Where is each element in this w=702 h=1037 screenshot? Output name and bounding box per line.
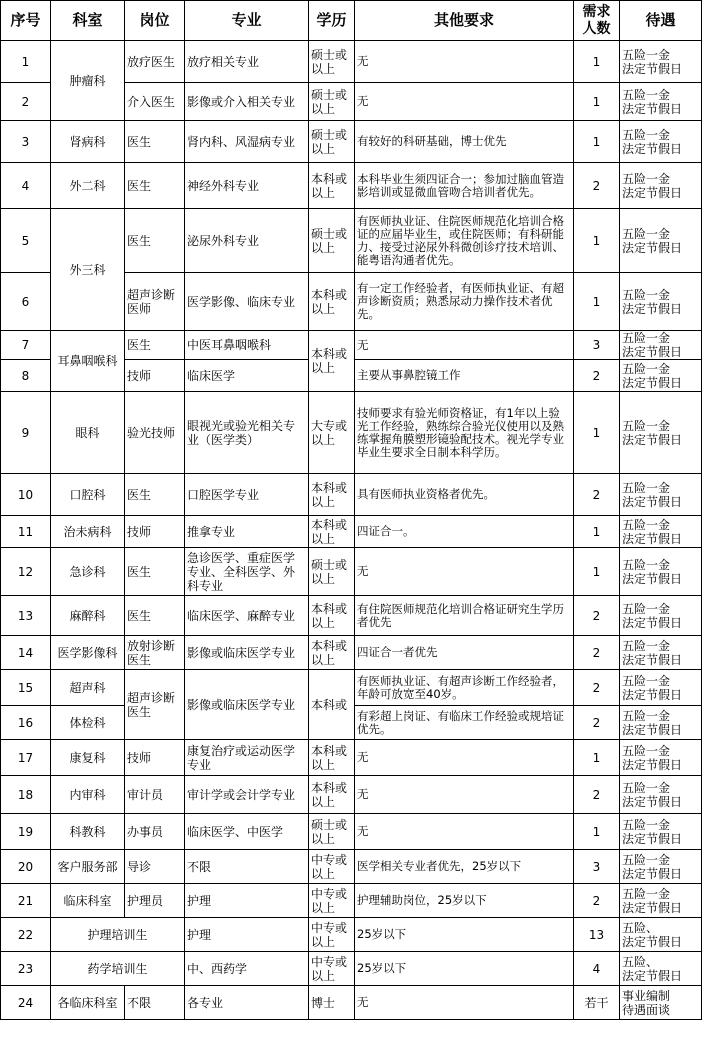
row-department: 体检科 [51,706,125,740]
row-education: 本科或以上 [309,776,355,814]
row-department: 肿瘤科 [51,41,125,121]
benefit-line-1: 五险一金 [622,886,671,901]
row-count: 2 [574,776,620,814]
table-row [1,740,702,776]
table-row [1,918,702,952]
table-row [1,474,702,516]
table-row [1,986,702,1020]
row-major: 肾内科、风湿病专业 [185,121,309,163]
benefit-line-1: 事业编制 [622,988,671,1003]
row-requirements: 有彩超上岗证、有临床工作经验或规培证优先。 [355,706,574,740]
header-count-line2: 人数 [582,20,611,37]
row-requirements: 主要从事鼻腔镜工作 [355,360,574,392]
row-post: 技师 [125,516,185,548]
table-row [1,516,702,548]
benefit-line-1: 五险一金 [622,171,671,186]
row-requirements: 无 [355,740,574,776]
row-education: 大专或以上 [309,392,355,474]
row-education: 本科或以上 [309,331,355,392]
benefit-line-2: 法定节假日 [622,934,683,949]
row-post: 医生 [125,596,185,636]
row-department: 医学影像科 [51,636,125,670]
row-education: 本科或 [309,670,355,740]
row-benefits [620,850,702,884]
row-benefits [620,163,702,209]
header-row [1,1,702,41]
row-education: 本科或以上 [309,273,355,331]
row-count: 1 [574,209,620,273]
header-benefit: 待遇 [620,1,702,41]
row-major: 泌尿外科专业 [185,209,309,273]
row-post: 医生 [125,548,185,596]
row-no: 9 [1,392,51,474]
row-benefits [620,474,702,516]
row-count: 1 [574,121,620,163]
row-requirements: 无 [355,814,574,850]
row-department: 内审科 [51,776,125,814]
row-requirements: 无 [355,548,574,596]
row-benefits [620,814,702,850]
row-requirements: 无 [355,41,574,83]
row-no: 20 [1,850,51,884]
row-no: 4 [1,163,51,209]
benefit-line-1: 五险一金 [622,708,671,723]
row-no: 5 [1,209,51,273]
row-post: 医生 [125,209,185,273]
table-row [1,121,702,163]
benefit-line-2: 待遇面谈 [622,1002,671,1017]
row-post: 护理员 [125,884,185,918]
row-requirements: 25岁以下 [355,952,574,986]
row-major: 不限 [185,850,309,884]
benefit-line-2: 法定节假日 [622,722,683,737]
row-count: 2 [574,884,620,918]
row-count: 2 [574,636,620,670]
row-major: 护理 [185,918,309,952]
row-no: 7 [1,331,51,360]
row-requirements: 有住院医师规范化培训合格证研究生学历者优先 [355,596,574,636]
row-education: 博士 [309,986,355,1020]
row-no: 21 [1,884,51,918]
row-post: 医生 [125,121,185,163]
row-no: 1 [1,41,51,83]
row-major: 急诊医学、重症医学专业、全科医学、外科专业 [185,548,309,596]
benefit-line-1: 五险一金 [622,743,671,758]
row-education: 本科或以上 [309,474,355,516]
row-no: 24 [1,986,51,1020]
table-row [1,209,702,273]
row-education: 中专或以上 [309,850,355,884]
row-no: 8 [1,360,51,392]
row-benefits [620,776,702,814]
row-major: 中医耳鼻咽喉科 [185,331,309,360]
row-requirements: 有较好的科研基础，博士优先 [355,121,574,163]
benefit-line-1: 五险一金 [622,638,671,653]
row-requirements: 技师要求有验光师资格证，有1年以上验光工作经验，熟练综合验光仪使用以及熟练掌握角膜塑形镜验配技术。视光学专业毕业生要求全日制本科学历。 [355,392,574,474]
row-major: 临床医学 [185,360,309,392]
row-major: 神经外科专业 [185,163,309,209]
row-post: 技师 [125,740,185,776]
row-post: 不限 [125,986,185,1020]
row-post: 医生 [125,331,185,360]
header-dept: 科室 [51,1,125,41]
row-department: 治未病科 [51,516,125,548]
row-requirements: 四证合一。 [355,516,574,548]
row-count: 2 [574,163,620,209]
row-benefits [620,516,702,548]
header-edu: 学历 [309,1,355,41]
row-count: 1 [574,740,620,776]
row-no: 14 [1,636,51,670]
row-post: 办事员 [125,814,185,850]
row-no: 2 [1,83,51,121]
row-major: 中、西药学 [185,952,309,986]
row-benefits [620,706,702,740]
table-row [1,331,702,360]
row-no: 19 [1,814,51,850]
row-count: 2 [574,474,620,516]
table-row [1,776,702,814]
header-count-line1: 需求 [582,3,611,20]
row-no: 18 [1,776,51,814]
table-row [1,548,702,596]
benefit-line-1: 五险一金 [622,517,671,532]
row-benefits [620,740,702,776]
benefit-line-2: 法定节假日 [622,687,683,702]
header-count [574,1,620,41]
row-department: 药学培训生 [51,952,185,986]
row-post: 验光技师 [125,392,185,474]
row-education: 中专或以上 [309,884,355,918]
row-no: 11 [1,516,51,548]
row-department: 康复科 [51,740,125,776]
row-major: 审计学或会计学专业 [185,776,309,814]
row-department: 外三科 [51,209,125,331]
row-count: 1 [574,41,620,83]
row-education: 本科或以上 [309,596,355,636]
header-req: 其他要求 [355,1,574,41]
row-benefits [620,360,702,392]
row-major: 影像或临床医学专业 [185,670,309,740]
benefit-line-2: 法定节假日 [622,900,683,915]
row-count: 1 [574,392,620,474]
row-no: 12 [1,548,51,596]
row-education: 硕士或以上 [309,209,355,273]
row-benefits [620,670,702,706]
row-education: 硕士或以上 [309,83,355,121]
row-major: 康复治疗或运动医学专业 [185,740,309,776]
row-education: 中专或以上 [309,952,355,986]
table-row [1,884,702,918]
row-major: 护理 [185,884,309,918]
row-benefits [620,121,702,163]
row-department: 客户服务部 [51,850,125,884]
row-count: 2 [574,706,620,740]
row-major: 口腔医学专业 [185,474,309,516]
row-post: 医生 [125,163,185,209]
row-count: 3 [574,850,620,884]
row-requirements: 无 [355,83,574,121]
row-major: 各专业 [185,986,309,1020]
row-no: 6 [1,273,51,331]
benefit-line-1: 五险一金 [622,87,671,102]
row-department: 临床科室 [51,884,125,918]
table-row [1,814,702,850]
row-post: 导诊 [125,850,185,884]
table-row [1,952,702,986]
row-major: 眼视光或验光相关专业（医学类） [185,392,309,474]
row-major: 影像或介入相关专业 [185,83,309,121]
row-requirements: 25岁以下 [355,918,574,952]
row-major: 医学影像、临床专业 [185,273,309,331]
table-row [1,163,702,209]
row-department: 各临床科室 [51,986,125,1020]
benefit-line-2: 法定节假日 [622,757,683,772]
row-count: 1 [574,273,620,331]
benefit-line-2: 法定节假日 [622,301,683,316]
row-major: 放疗相关专业 [185,41,309,83]
benefit-line-2: 法定节假日 [622,432,683,447]
row-department: 麻醉科 [51,596,125,636]
row-education: 本科或以上 [309,740,355,776]
row-education: 硕士或以上 [309,548,355,596]
row-benefits [620,273,702,331]
row-department: 科教科 [51,814,125,850]
benefit-line-1: 五险一金 [622,418,671,433]
row-post: 技师 [125,360,185,392]
row-count: 2 [574,360,620,392]
row-benefits [620,41,702,83]
row-requirements: 有一定工作经验者，有医师执业证、有超声诊断资质；熟悉尿动力操作技术者优先。 [355,273,574,331]
benefit-line-1: 五险一金 [622,673,671,688]
benefit-line-1: 五险一金 [622,287,671,302]
row-count: 若干 [574,986,620,1020]
row-no: 22 [1,918,51,952]
header-no: 序号 [1,1,51,41]
row-no: 16 [1,706,51,740]
row-post: 放疗医生 [125,41,185,83]
row-count: 1 [574,814,620,850]
row-major: 临床医学、麻醉专业 [185,596,309,636]
row-post: 介入医生 [125,83,185,121]
benefit-line-2: 法定节假日 [622,615,683,630]
row-department: 急诊科 [51,548,125,596]
row-count: 2 [574,596,620,636]
row-post: 审计员 [125,776,185,814]
benefit-line-1: 五险、 [622,920,659,935]
row-no: 10 [1,474,51,516]
benefit-line-2: 法定节假日 [622,101,683,116]
benefit-line-2: 法定节假日 [622,968,683,983]
benefit-line-1: 五险一金 [622,226,671,241]
benefit-line-1: 五险一金 [622,127,671,142]
table-row [1,636,702,670]
table-row [1,392,702,474]
row-requirements: 有医师执业证、有超声诊断工作经验者，年龄可放宽至40岁。 [355,670,574,706]
row-requirements: 四证合一者优先 [355,636,574,670]
row-benefits [620,548,702,596]
benefit-line-1: 五险一金 [622,331,671,345]
benefit-line-1: 五险一金 [622,47,671,62]
benefit-line-2: 法定节假日 [622,494,683,509]
table-row [1,596,702,636]
benefit-line-2: 法定节假日 [622,185,683,200]
row-count: 1 [574,548,620,596]
row-department: 肾病科 [51,121,125,163]
row-education: 硕士或以上 [309,41,355,83]
benefit-line-1: 五险一金 [622,817,671,832]
benefit-line-1: 五险一金 [622,780,671,795]
row-benefits [620,596,702,636]
row-post: 放射诊断医生 [125,636,185,670]
row-department: 耳鼻咽喉科 [51,331,125,392]
table-row [1,850,702,884]
row-post: 超声诊断医生 [125,670,185,740]
row-requirements: 医学相关专业者优先，25岁以下 [355,850,574,884]
row-post: 医生 [125,474,185,516]
benefit-line-2: 法定节假日 [622,375,683,390]
row-education: 硕士或以上 [309,814,355,850]
row-department: 外二科 [51,163,125,209]
benefit-line-1: 五险一金 [622,557,671,572]
row-department: 口腔科 [51,474,125,516]
row-benefits [620,636,702,670]
benefit-line-2: 法定节假日 [622,571,683,586]
row-no: 3 [1,121,51,163]
table-row [1,41,702,83]
row-education: 本科或以上 [309,636,355,670]
row-education: 硕士或以上 [309,121,355,163]
row-major: 影像或临床医学专业 [185,636,309,670]
row-department: 护理培训生 [51,918,185,952]
row-count: 1 [574,83,620,121]
table-row [1,670,702,706]
row-requirements: 护理辅助岗位，25岁以下 [355,884,574,918]
row-department: 眼科 [51,392,125,474]
row-count: 3 [574,331,620,360]
benefit-line-2: 法定节假日 [622,831,683,846]
benefit-line-2: 法定节假日 [622,652,683,667]
row-department: 超声科 [51,670,125,706]
row-no: 23 [1,952,51,986]
row-count: 13 [574,918,620,952]
benefit-line-1: 五险一金 [622,361,671,376]
row-education: 本科或以上 [309,163,355,209]
row-requirements: 有医师执业证、住院医师规范化培训合格证的应届毕业生，或住院医师；有科研能力、接受过泌尿外科微创诊疗技术培训、能粤语沟通者优先。 [355,209,574,273]
header-post: 岗位 [125,1,185,41]
row-post: 超声诊断医师 [125,273,185,331]
benefit-line-1: 五险一金 [622,601,671,616]
row-benefits [620,918,702,952]
row-education: 中专或以上 [309,918,355,952]
row-benefits [620,884,702,918]
row-requirements: 无 [355,331,574,360]
benefit-line-2: 法定节假日 [622,240,683,255]
row-benefits [620,209,702,273]
row-no: 17 [1,740,51,776]
row-requirements: 具有医师执业资格者优先。 [355,474,574,516]
row-count: 4 [574,952,620,986]
row-major: 推拿专业 [185,516,309,548]
benefit-line-2: 法定节假日 [622,61,683,76]
row-requirements: 无 [355,986,574,1020]
benefit-line-2: 法定节假日 [622,531,683,546]
row-no: 13 [1,596,51,636]
header-major: 专业 [185,1,309,41]
row-benefits [620,392,702,474]
benefit-line-1: 五险一金 [622,852,671,867]
row-requirements: 无 [355,776,574,814]
row-count: 1 [574,516,620,548]
row-benefits [620,331,702,360]
benefit-line-2: 法定节假日 [622,141,683,156]
row-major: 临床医学、中医学 [185,814,309,850]
row-no: 15 [1,670,51,706]
row-benefits [620,83,702,121]
row-benefits [620,952,702,986]
row-education: 本科或以上 [309,516,355,548]
benefit-line-2: 法定节假日 [622,794,683,809]
row-count: 2 [574,670,620,706]
row-requirements: 本科毕业生须四证合一；参加过脑血管造影培训或显微血管吻合培训者优先。 [355,163,574,209]
benefit-line-2: 法定节假日 [622,345,683,359]
row-benefits [620,986,702,1020]
benefit-line-1: 五险一金 [622,480,671,495]
benefit-line-2: 法定节假日 [622,866,683,881]
benefit-line-1: 五险、 [622,954,659,969]
